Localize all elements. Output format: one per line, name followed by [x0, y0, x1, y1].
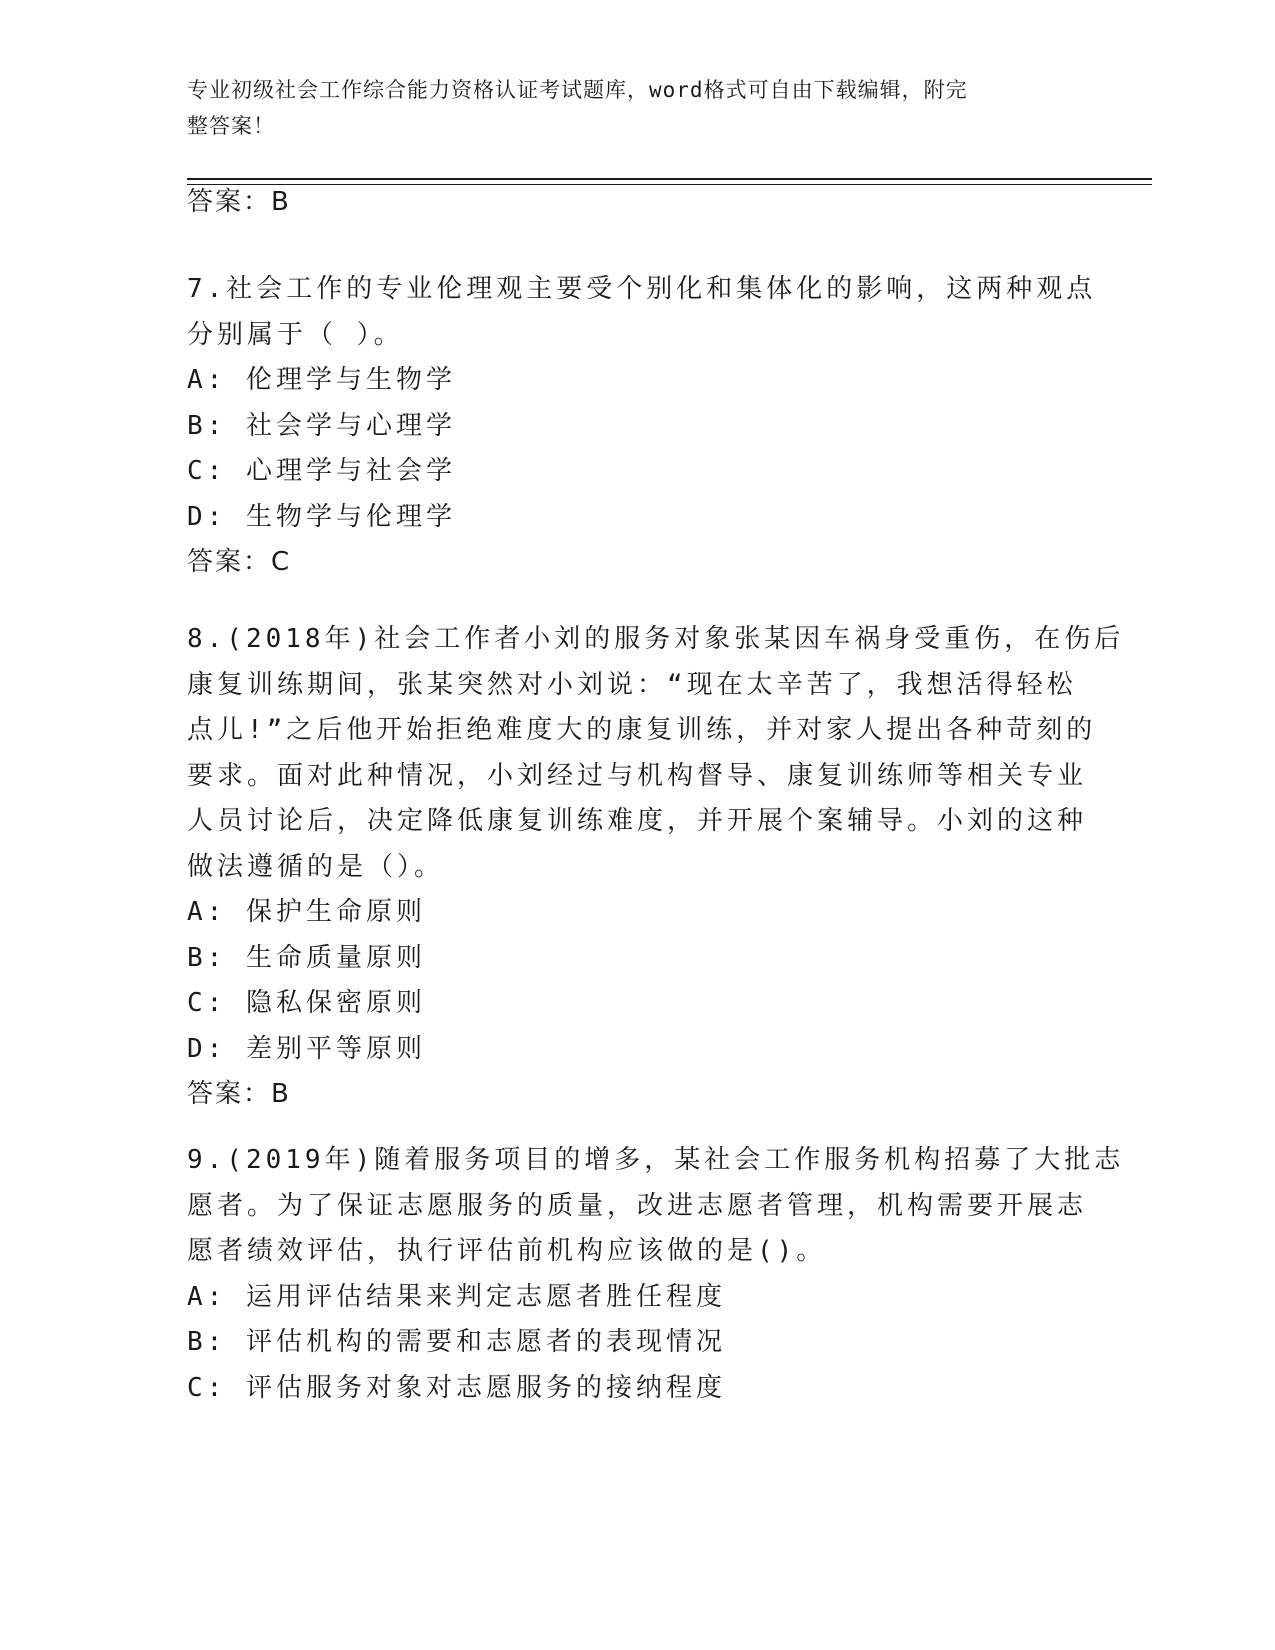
previous-answer-block: [187, 180, 1067, 226]
question-8-line-6: 做法遵循的是（）。: [187, 851, 445, 882]
question-7-line-2: 分别属于（ ）。: [187, 319, 404, 350]
question-8-answer: 答案：B: [187, 1079, 291, 1109]
question-8-option-c: C: 隐私保密原则: [187, 988, 426, 1018]
question-9-line-2: 愿者。为了保证志愿服务的质量，改进志愿者管理，机构需要开展志: [187, 1190, 1088, 1221]
question-8-option-a: A: 保护生命原则: [187, 897, 426, 927]
question-8-option-b: B: 生命质量原则: [187, 942, 426, 973]
question-7-option-b: B: 社会学与心理学: [187, 410, 456, 441]
question-7: [187, 267, 1097, 586]
header-line-2: 整答案！: [187, 114, 275, 138]
question-8-line-2: 康复训练期间，张某突然对小刘说：“现在太辛苦了，我想活得轻松: [187, 669, 1077, 700]
question-9-line-1: 9.(2019年)随着服务项目的增多，某社会工作服务机构招募了大批志: [187, 1145, 1125, 1175]
question-8-line-5: 人员讨论后，决定降低康复训练难度，并开展个案辅导。小刘的这种: [187, 806, 1088, 836]
page-header: [187, 72, 1067, 144]
question-8-line-4: 要求。面对此种情况，小刘经过与机构督导、康复训练师等相关专业: [187, 760, 1088, 791]
question-9-option-c: C: 评估服务对象对志愿服务的接纳程度: [187, 1372, 726, 1403]
question-7-line-1: 7.社会工作的专业伦理观主要受个别化和集体化的影响，这两种观点: [187, 274, 1097, 304]
question-9-option-a: A: 运用评估结果来判定志愿者胜任程度: [187, 1281, 726, 1312]
question-7-answer: 答案：C: [187, 547, 292, 577]
header-line-1: 专业初级社会工作综合能力资格认证考试题库，word格式可自由下载编辑，附完: [187, 78, 968, 102]
previous-answer: 答案：B: [187, 187, 291, 217]
question-9-line-3: 愿者绩效评估，执行评估前机构应该做的是()。: [187, 1236, 827, 1266]
question-8-line-3: 点儿!”之后他开始拒绝难度大的康复训练，并对家人提出各种苛刻的: [187, 715, 1097, 745]
question-7-option-a: A: 伦理学与生物学: [187, 365, 456, 395]
question-8: [187, 617, 1125, 1118]
question-9-option-b: B: 评估机构的需要和志愿者的表现情况: [187, 1327, 726, 1357]
question-8-option-d: D: 差别平等原则: [187, 1033, 426, 1064]
question-9: [187, 1138, 1125, 1411]
question-8-line-1: 8.(2018年)社会工作者小刘的服务对象张某因车祸身受重伤，在伤后: [187, 624, 1125, 654]
question-7-option-d: D: 生物学与伦理学: [187, 501, 456, 532]
question-7-option-c: C: 心理学与社会学: [187, 456, 456, 486]
